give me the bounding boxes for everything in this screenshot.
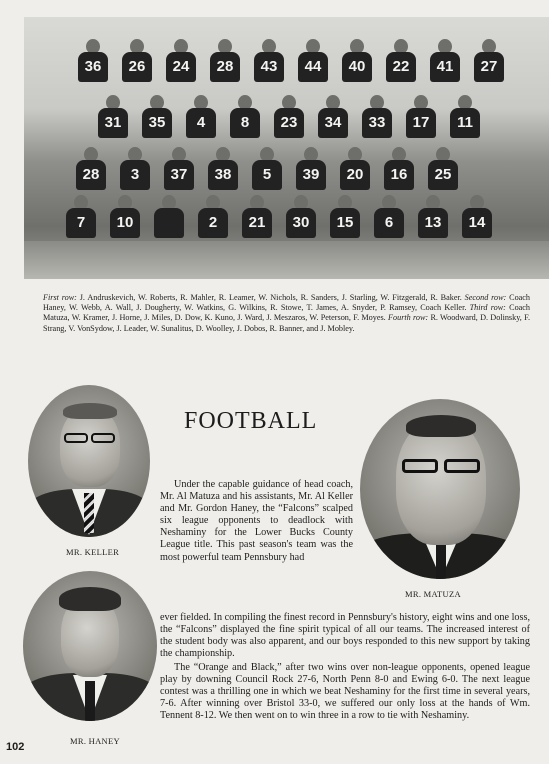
haney-hair [59,587,121,611]
player [120,39,154,83]
player [372,195,406,239]
jersey-number: 23 [274,108,304,138]
jersey-number: 10 [110,208,140,238]
jersey-number: 31 [98,108,128,138]
player [240,195,274,239]
player [404,95,438,139]
caption-third-row-label: Third row: [469,303,506,313]
jersey-number: 15 [330,208,360,238]
player [64,195,98,239]
portrait-haney [23,571,157,721]
player [384,39,418,83]
player-row-1 [24,39,549,83]
player [76,39,110,83]
jersey-number: 4 [186,108,216,138]
jersey-number: 21 [242,208,272,238]
jersey-number: 35 [142,108,172,138]
caption-second-row-label: Second row: [464,293,507,302]
page-number: 102 [6,741,25,753]
jersey-number: 13 [418,208,448,238]
photo-caption [43,293,530,334]
player [272,95,306,139]
caption-first-row: J. Andruskevich, W. Roberts, R. Mahler, R. Leamer, W. Nichols, R. Sanders, J. Starling, W. Fitzgerald, R. Baker. [79,293,462,302]
player [162,147,196,191]
caption-third-row: Coach Matuza, W. Kramer, J. Horne, J. Miles, D. Dow, K. Kuno, J. Ward, J. Meszaros, W. Peterson, F. Moyes. [43,303,531,323]
player [328,195,362,239]
page-title: FOOTBALL [184,408,318,434]
player [428,39,462,83]
portrait-matuza [360,399,520,579]
jersey-number: 14 [462,208,492,238]
jersey-number: 11 [450,108,480,138]
jersey-number: 8 [230,108,260,138]
player [118,147,152,191]
player [340,39,374,83]
body-paragraph-2: The “Orange and Black,” after two wins over non-league opponents, opened league play by downing Council Rock 27-6, North Penn 8-0 and Ewing 6-0. The next league contest was a thrilling one in which we beat Neshaminy for the first time in several years, 7-6. After winning over Bristol 33-0, we suffered our only loss at the hands of Wm. Tennent 8-12. We then went on to win three in a row to tie with Neshaminy. [160,662,530,722]
player [206,147,240,191]
keller-hair [63,403,117,419]
player [426,147,460,191]
field-grass [24,241,549,279]
player [294,147,328,191]
player [360,95,394,139]
matuza-label: MR. MATUZA [405,589,461,599]
player [152,195,186,239]
jersey-number: 17 [406,108,436,138]
player [250,147,284,191]
matuza-glasses-right [444,459,480,473]
jersey-number: 40 [342,52,372,82]
jersey-number: 38 [208,160,238,190]
haney-tie [85,681,95,721]
caption-second-row: Coach Haney, W. Webb, A. Wall, J. Dougherty, W. Watkins, G. Wilkins, R. Stowe, T. James, A. Snyder, P. Ramsey, Coach Keller. [43,293,531,313]
jersey-number: 36 [78,52,108,82]
keller-glasses-left [64,433,88,443]
player [184,95,218,139]
player [416,195,450,239]
player [228,95,262,139]
jersey-number: 2 [198,208,228,238]
body-paragraph-1-column: Under the capable guidance of head coach, Mr. Al Matuza and his assistants, Mr. Al Keller and Mr. Gordon Haney, the “Falcons” scalped six league opponents to deadlock with Neshaminy for the Lower Bucks County League title. This past season's team was the most powerful team Pennsbury had [160,479,353,563]
keller-glasses-right [91,433,115,443]
jersey-number: 33 [362,108,392,138]
caption-fourth-row-label: Fourth row: [388,313,429,323]
player [284,195,318,239]
portrait-keller [28,385,150,537]
player [472,39,506,83]
team-photo [24,17,549,279]
caption-fourth-row: R. Woodward, D. Dolinsky, F. Strang, V. VonSydow, J. Leader, W. Sunalitus, D. Woolley, J. Dobos, R. Banner, and J. Mobley. [43,313,531,333]
matuza-glasses-left [402,459,438,473]
matuza-face [396,419,486,545]
jersey-number: 6 [374,208,404,238]
matuza-hair [406,415,476,437]
body-paragraph-1-full: ever fielded. In compiling the finest record in Pennsbury's history, eight wins and one loss, the “Falcons” displayed the fine spirit typical of all our teams. The increased interest of the student body was also apparent, and our boys responded to this new support by taking the championship. [160,612,530,660]
player [316,95,350,139]
jersey-number: 34 [318,108,348,138]
jersey-number: 5 [252,160,282,190]
player-row-3 [24,147,549,191]
jersey-number: 28 [76,160,106,190]
player [74,147,108,191]
jersey-number: 44 [298,52,328,82]
player [382,147,416,191]
player [140,95,174,139]
player [208,39,242,83]
player [108,195,142,239]
player [460,195,494,239]
jersey-number: 27 [474,52,504,82]
player [252,39,286,83]
jersey-number: 28 [210,52,240,82]
jersey-number: 43 [254,52,284,82]
jersey-number: 25 [428,160,458,190]
jersey-number: 3 [120,160,150,190]
caption-first-row-label: First row: [43,293,77,302]
matuza-tie [436,545,446,579]
jersey-number: 39 [296,160,326,190]
jersey-number: 20 [340,160,370,190]
jersey-number: 37 [164,160,194,190]
keller-label: MR. KELLER [66,547,120,557]
player [448,95,482,139]
jersey-number: 24 [166,52,196,82]
player [96,95,130,139]
jersey-number: 16 [384,160,414,190]
jersey-number: 41 [430,52,460,82]
jersey-number [154,208,184,238]
keller-face [60,407,120,487]
player [196,195,230,239]
jersey-number: 26 [122,52,152,82]
haney-label: MR. HANEY [70,736,120,746]
keller-tie [84,493,94,533]
player [338,147,372,191]
jersey-number: 7 [66,208,96,238]
player-row-4 [24,195,549,239]
player [164,39,198,83]
jersey-number: 30 [286,208,316,238]
player [296,39,330,83]
player-row-2 [24,95,549,139]
jersey-number: 22 [386,52,416,82]
